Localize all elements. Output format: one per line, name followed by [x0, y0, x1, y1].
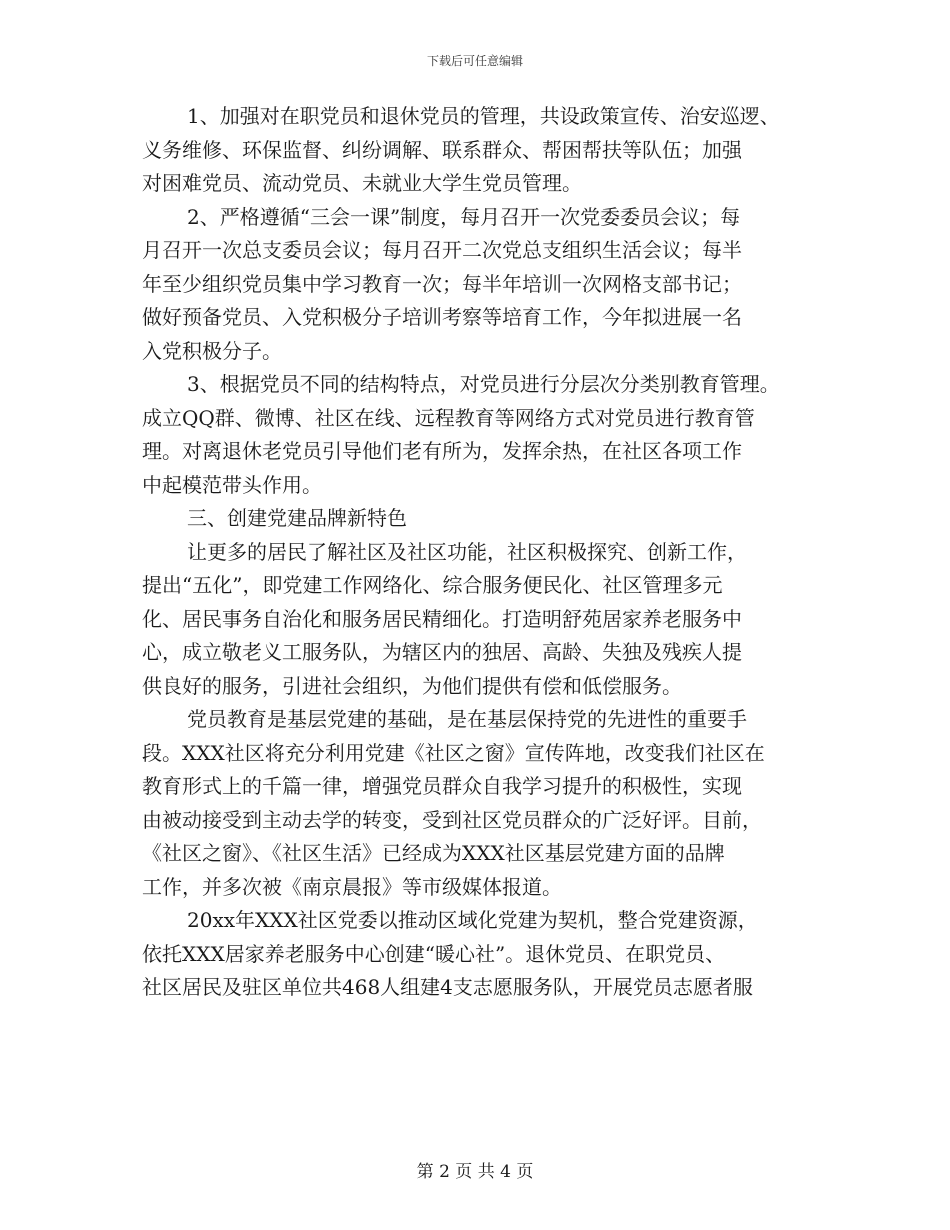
text-line: 依托XXX居家养老服务中心创建“暖心社”。退休党员、在职党员、 [142, 941, 726, 966]
document-body [142, 100, 832, 1005]
text-line: 工作，并多次被《南京晨报》等市级媒体报道。 [142, 874, 562, 899]
text-line: 对困难党员、流动党员、未就业大学生党员管理。 [142, 171, 582, 195]
text-line: 月召开一次总支委员会议；每月召开二次党总支组织生活会议；每半 [142, 238, 742, 262]
page-footer: 第 2 页 共 4 页 [416, 1162, 534, 1182]
text-line: 2、严格遵循“三会一课”制度，每月召开一次党委委员会议；每 [187, 204, 741, 229]
text-line: 入党积极分子。 [142, 338, 282, 363]
text-line: 心，成立敬老义工服务队，为辖区内的独居、高龄、失独及残疾人提 [142, 640, 742, 664]
text-line: 社区居民及驻区单位共468人组建4支志愿服务队，开展党员志愿者服 [142, 975, 753, 999]
text-line: 年至少组织党员集中学习教育一次；每半年培训一次网格支部书记； [142, 271, 742, 296]
text-line: 化、居民事务自治化和服务居民精细化。打造明舒苑居家养老服务中 [142, 606, 742, 631]
text-line: 中起模范带头作用。 [142, 472, 322, 497]
text-line: 理。对离退休老党员引导他们老有所为，发挥余热，在社区各项工作 [142, 439, 742, 463]
text-line: 提出“五化”，即党建工作网络化、综合服务便民化、社区管理多元 [142, 573, 723, 597]
text-line: 成立QQ群、微博、社区在线、远程教育等网络方式对党员进行教育管 [142, 405, 755, 430]
section-heading: 三、创建党建品牌新特色 [187, 506, 407, 530]
text-line: 由被动接受到主动去学的转变，受到社区党员群众的广泛好评。目前， [142, 807, 762, 832]
page-header: 下载后可任意编辑 [426, 54, 523, 68]
text-line: 供良好的服务，引进社会组织，为他们提供有偿和低偿服务。 [142, 673, 682, 698]
text-line: 3、根据党员不同的结构特点，对党员进行分层次分类别教育管理。 [187, 372, 780, 396]
text-line: 让更多的居民了解社区及社区功能，社区积极探究、创新工作， [187, 539, 747, 564]
text-line: 党员教育是基层党建的基础，是在基层保持党的先进性的重要手 [187, 707, 747, 731]
text-line: 做好预备党员、入党积极分子培训考察等培育工作，今年拟进展一名 [142, 305, 742, 329]
text-line: 教育形式上的千篇一律，增强党员群众自我学习提升的积极性，实现 [142, 774, 742, 798]
text-line: 20xx年XXX社区党委以推动区域化党建为契机，整合党建资源， [187, 908, 758, 932]
text-line: 段。XXX社区将充分利用党建《社区之窗》宣传阵地，改变我们社区在 [142, 740, 765, 765]
text-line: 义务维修、环保监督、纠纷调解、联系群众、帮困帮扶等队伍；加强 [142, 137, 742, 162]
text-line: 《社区之窗》、《社区生活》已经成为XXX社区基层党建方面的品牌 [142, 841, 725, 865]
text-line: 1、加强对在职党员和退休党员的管理，共设政策宣传、治安巡逻、 [187, 104, 780, 128]
